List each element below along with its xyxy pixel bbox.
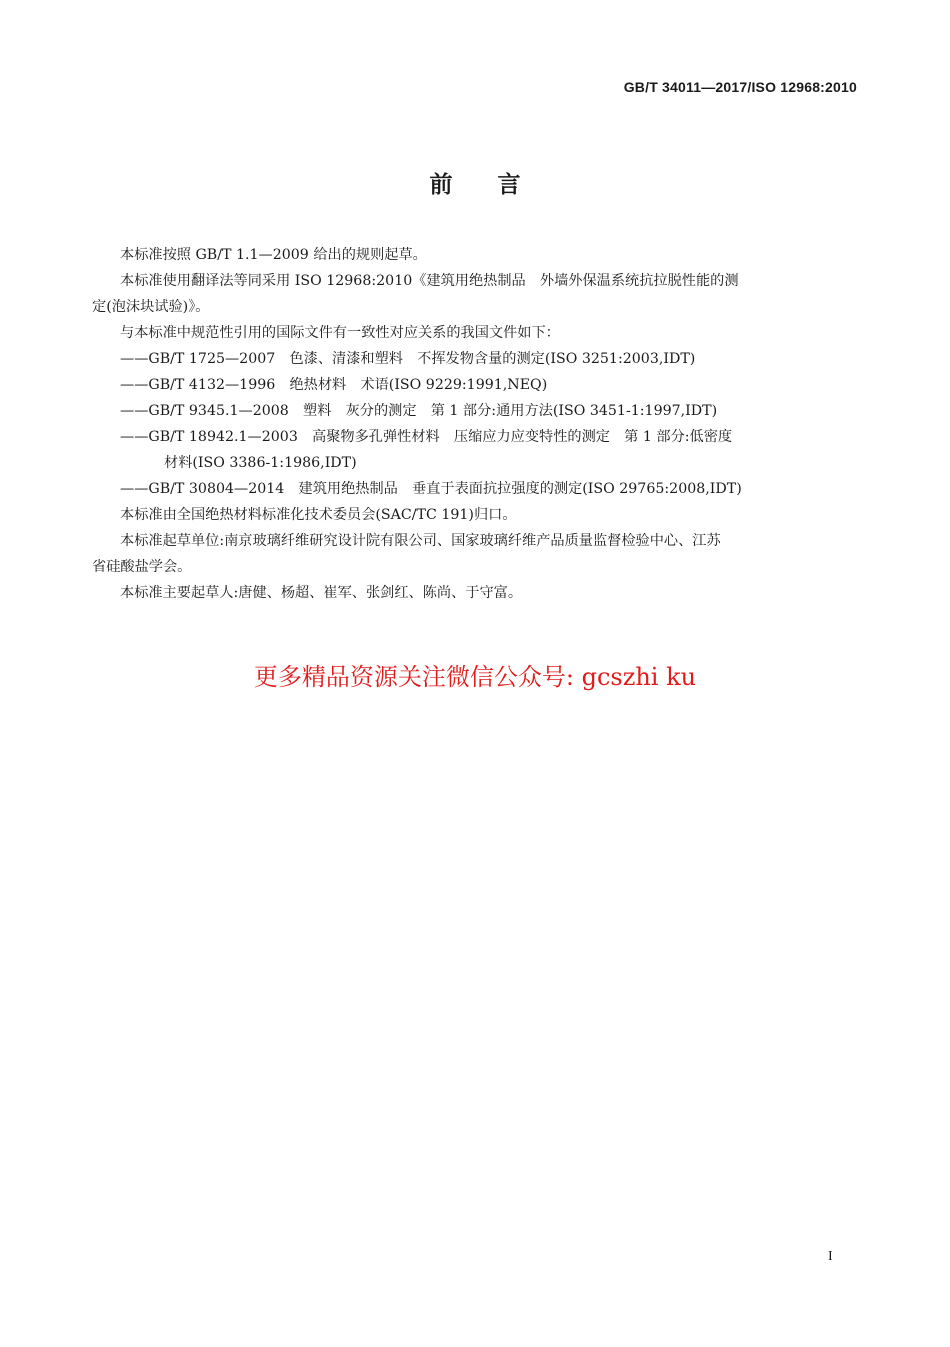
paragraph-drafting-units-cont: 省硅酸盐学会。 — [92, 559, 192, 575]
reference-item: ——GB/T 18942.1—2003 高聚物多孔弹性材料 压缩应力应变特性的测定 第 1 部分:低密度 — [120, 429, 733, 445]
standard-number: GB/T 34011—2017/ISO 12968:2010 — [623, 79, 857, 95]
reference-item: ——GB/T 30804—2014 建筑用绝热制品 垂直于表面抗拉强度的测定(ISO 29765:2008,IDT) — [120, 481, 742, 497]
preface-body — [92, 242, 859, 606]
reference-item: ——GB/T 9345.1—2008 塑料 灰分的测定 第 1 部分:通用方法(ISO 3451-1:1997,IDT) — [120, 403, 718, 419]
watermark-text: 更多精品资源关注微信公众号: gcszhi ku — [253, 663, 697, 691]
paragraph-drafting-rules: 本标准按照 GB/T 1.1—2009 给出的规则起草。 — [120, 247, 427, 263]
paragraph-drafting-units: 本标准起草单位:南京玻璃纤维研究设计院有限公司、国家玻璃纤维产品质量监督检验中心、江苏 — [120, 533, 721, 549]
page-title: 前言 — [429, 171, 566, 198]
page-number: I — [828, 1249, 833, 1264]
paragraph-reference-intro: 与本标准中规范性引用的国际文件有一致性对应关系的我国文件如下： — [120, 325, 560, 341]
paragraph-drafters: 本标准主要起草人:唐健、杨超、崔军、张剑红、陈尚、于守富。 — [120, 585, 523, 601]
reference-item: ——GB/T 4132—1996 绝热材料 术语(ISO 9229:1991,NEQ) — [120, 377, 548, 393]
reference-item: ——GB/T 1725—2007 色漆、清漆和塑料 不挥发物含量的测定(ISO 3251:2003,IDT) — [120, 351, 696, 367]
paragraph-adoption-cont: 定(泡沫块试验)》。 — [92, 299, 210, 315]
paragraph-committee: 本标准由全国绝热材料标准化技术委员会(SAC/TC 191)归口。 — [120, 507, 517, 523]
paragraph-adoption: 本标准使用翻译法等同采用 ISO 12968:2010《建筑用绝热制品 外墙外保温系统抗拉脱性能的测 — [120, 273, 739, 289]
reference-item-cont: 材料(ISO 3386-1:1986,IDT) — [164, 455, 357, 471]
